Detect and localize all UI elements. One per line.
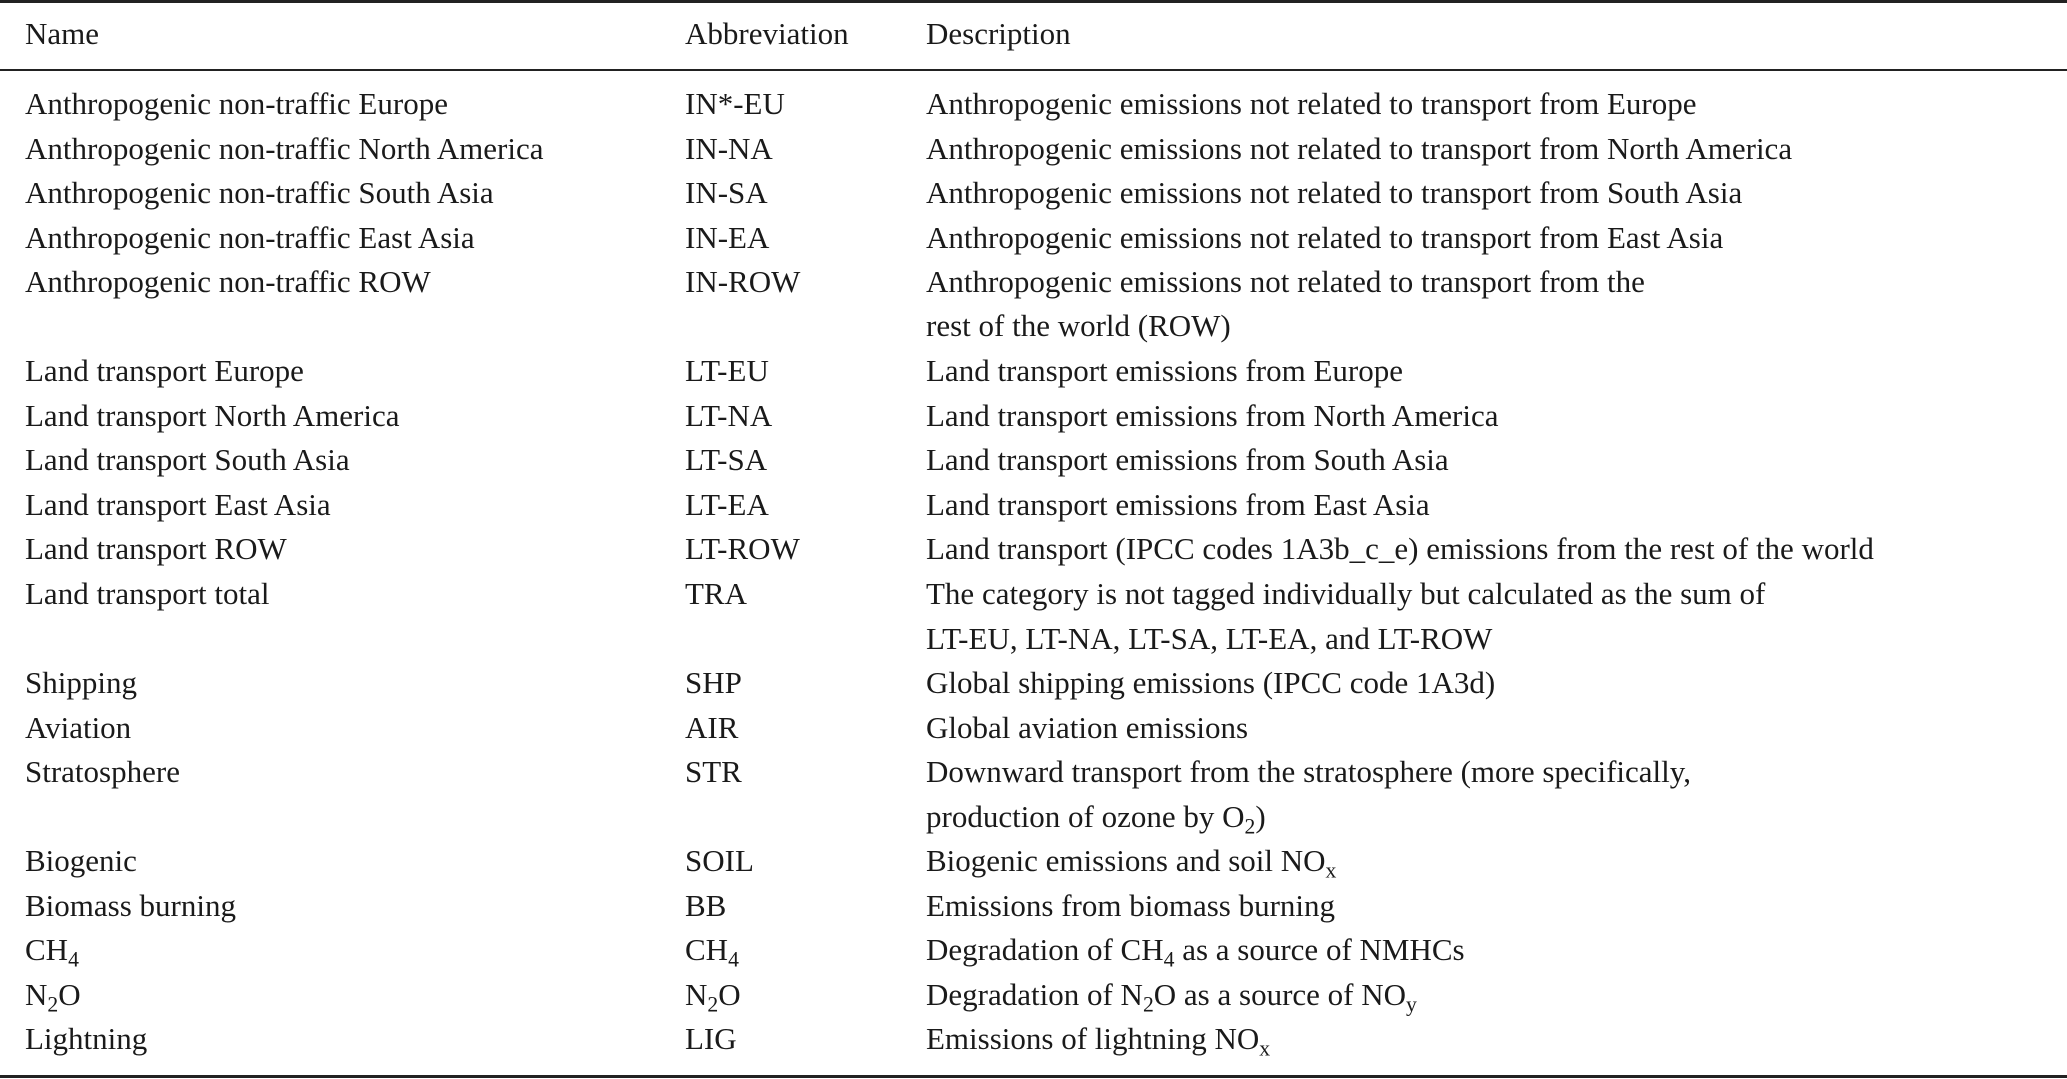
cell-description-line2: rest of the world (ROW)	[926, 308, 1231, 343]
cell-description: Land transport (IPCC codes 1A3b_c_e) emissions from the rest of the world	[926, 531, 1874, 566]
cell-description: Anthropogenic emissions not related to transport from Europe	[926, 86, 1697, 121]
cell-name: Land transport South Asia	[25, 442, 350, 477]
cell-description: Degradation of $CH_4$ as a source of NMHCs	[926, 932, 1465, 972]
table-top-rule	[0, 0, 2067, 3]
cell-name: Anthropogenic non-traffic South Asia	[25, 175, 494, 210]
cell-description: The category is not tagged individually but calculated as the sum of	[926, 576, 1766, 611]
cell-abbreviation: TRA	[685, 576, 747, 611]
cell-abbreviation: $CH_4$	[685, 932, 739, 972]
cell-abbreviation: IN-NA	[685, 131, 773, 166]
cell-abbreviation: AIR	[685, 710, 739, 745]
table-bottom-rule	[0, 1075, 2067, 1078]
cell-name: $N_2O$	[25, 977, 81, 1017]
cell-name: $CH_4$	[25, 932, 79, 972]
cell-name: Anthropogenic non-traffic ROW	[25, 264, 431, 299]
cell-abbreviation: LT-ROW	[685, 531, 800, 566]
cell-description: Downward transport from the stratosphere (more specifically,	[926, 754, 1691, 789]
cell-abbreviation: STR	[685, 754, 742, 789]
header-name: Name	[25, 16, 100, 51]
cell-description: Biogenic emissions and soil $NO_x$	[926, 843, 1337, 883]
cell-abbreviation: IN*-EU	[685, 86, 785, 121]
cell-abbreviation: LT-NA	[685, 398, 773, 433]
cell-abbreviation: IN-ROW	[685, 264, 801, 299]
table-header-rule	[0, 69, 2067, 71]
cell-abbreviation: SOIL	[685, 843, 754, 878]
cell-name: Land transport Europe	[25, 353, 304, 388]
cell-name: Anthropogenic non-traffic Europe	[25, 86, 448, 121]
cell-description-line2: production of ozone by $O_2$)	[926, 799, 1266, 839]
cell-name: Anthropogenic non-traffic North America	[25, 131, 544, 166]
cell-description: Global aviation emissions	[926, 710, 1249, 745]
cell-description: Anthropogenic emissions not related to transport from East Asia	[926, 220, 1724, 255]
cell-name: Biomass burning	[25, 888, 236, 923]
cell-description: Land transport emissions from North America	[926, 398, 1499, 433]
cell-name: Land transport North America	[25, 398, 400, 433]
cell-abbreviation: BB	[685, 888, 727, 923]
cell-description: Anthropogenic emissions not related to transport from North America	[926, 131, 1793, 166]
cell-name: Shipping	[25, 665, 137, 700]
cell-description: Emissions of lightning $NO_x$	[926, 1021, 1271, 1061]
cell-name: Land transport East Asia	[25, 487, 331, 522]
cell-description: Anthropogenic emissions not related to transport from South Asia	[926, 175, 1743, 210]
cell-description: Emissions from biomass burning	[926, 888, 1336, 923]
cell-description: Land transport emissions from South Asia	[926, 442, 1449, 477]
cell-abbreviation: LT-SA	[685, 442, 768, 477]
cell-description-line2: LT-EU, LT-NA, LT-SA, LT-EA, and LT-ROW	[926, 621, 1493, 656]
cell-abbreviation: SHP	[685, 665, 742, 700]
cell-name: Lightning	[25, 1021, 148, 1056]
cell-description: Global shipping emissions (IPCC code 1A3d)	[926, 665, 1496, 700]
cell-description: Degradation of $N_2O$ as a source of $NO_y$	[926, 977, 1417, 1017]
cell-abbreviation: IN-EA	[685, 220, 770, 255]
cell-abbreviation: $N_2O$	[685, 977, 741, 1017]
cell-name: Stratosphere	[25, 754, 180, 789]
cell-abbreviation: LT-EA	[685, 487, 769, 522]
cell-name: Anthropogenic non-traffic East Asia	[25, 220, 475, 255]
cell-description: Land transport emissions from Europe	[926, 353, 1403, 388]
cell-abbreviation: IN-SA	[685, 175, 768, 210]
cell-name: Land transport total	[25, 576, 270, 611]
cell-abbreviation: LIG	[685, 1021, 737, 1056]
cell-description: Anthropogenic emissions not related to transport from the	[926, 264, 1645, 299]
cell-name: Land transport ROW	[25, 531, 287, 566]
cell-name: Aviation	[25, 710, 132, 745]
cell-abbreviation: LT-EU	[685, 353, 769, 388]
header-abbreviation: Abbreviation	[685, 16, 849, 51]
header-description: Description	[926, 16, 1071, 51]
cell-description: Land transport emissions from East Asia	[926, 487, 1430, 522]
cell-name: Biogenic	[25, 843, 137, 878]
